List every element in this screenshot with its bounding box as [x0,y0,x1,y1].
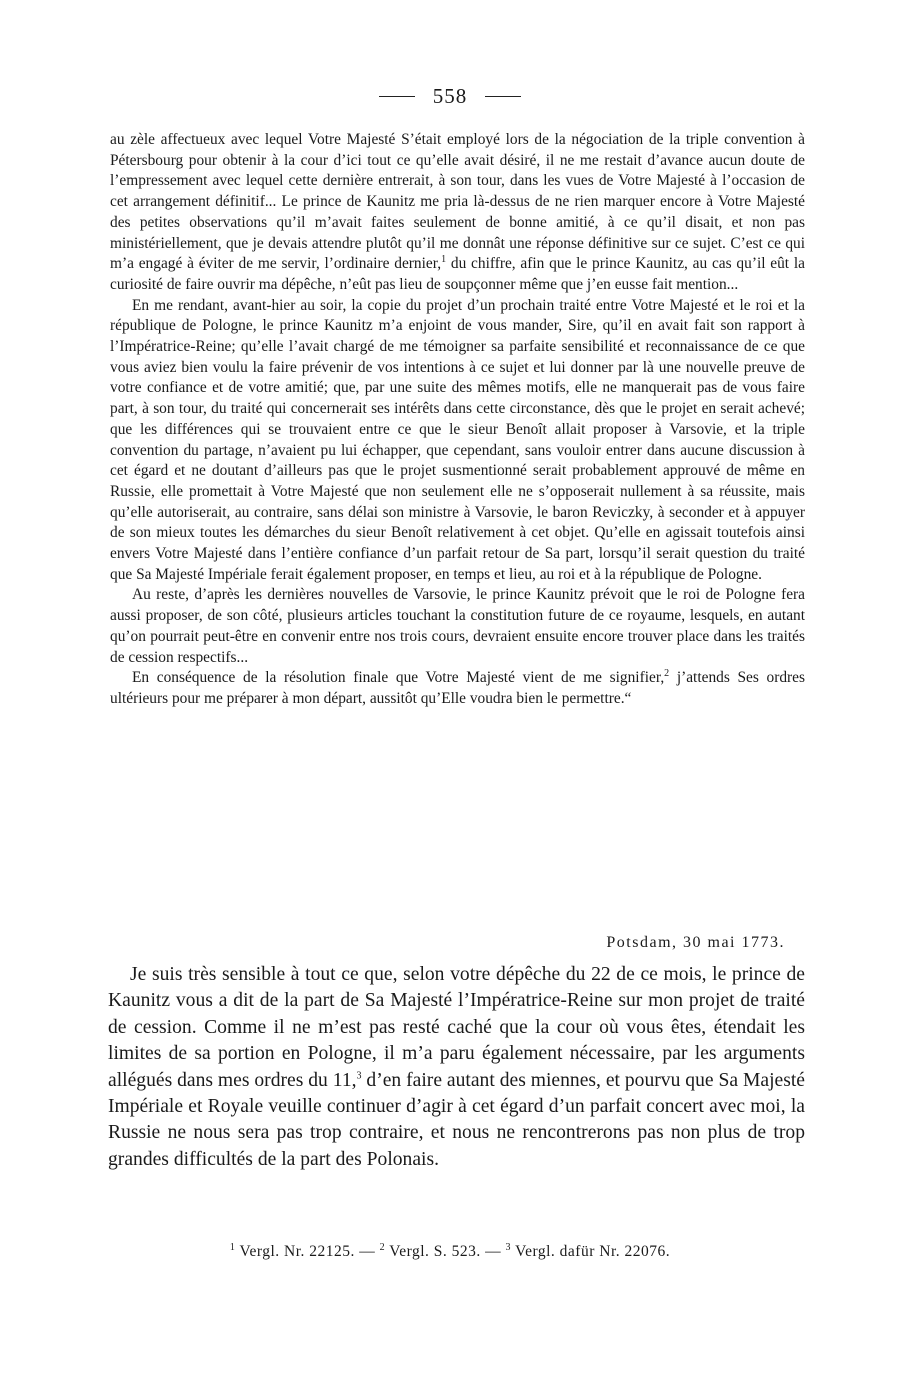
letter-text [110,130,805,710]
footnote-2: $^2$ Vergl. S. 523. — [379,1241,506,1260]
reply-paragraph: Je suis très sensible à tout ce que, selon votre dépêche du 22 de ce mois, le prince de Kaunitz vous a dit de la part de Sa Majesté l’Impératrice-Reine sur mon projet de traité de cession. Comme il ne m’est pas resté caché que la cour où vous êtes, étendait les limites de sa portion en Pologne, il m’a paru également nécessaire, par les arguments allégués dans mes ordres du 11,$^3$ d’en faire autant des miennes, et pourvu que Sa Majesté Impériale et Royale veuille continuer d’agir à cet égard d’un parfait concert avec moi, la Russie ne nous sera pas trop contraire, et nous ne rencontrerons pas non plus de trop grandes difficultés de la part des Polonais. [108,964,805,1170]
footnote-1: $^1$ Vergl. Nr. 22125. — [229,1241,380,1260]
page-number: 558 [432,84,468,108]
footnote-ref-2: 2 [664,668,670,680]
dateline: Potsdam, 30 mai 1773. [606,934,785,951]
letter-paragraph-2: En me rendant, avant-hier au soir, la copie du projet d’un prochain traité entre Votre Majesté et le roi et la république de Pologne, le prince Kaunitz m’a enjoint de vous mander, Sire, qu’il en avait fait son rapport à l’Impératrice-Reine; qu’elle l’avait chargé de me témoigner sa parfaite sensibilité et reconnaissance de ce que vous aviez bien voulu la faire prévenir de vos intentions à ce sujet et lui donner par là une nouvelle preuve de votre confiance et de votre amitié; que, par une suite des mêmes motifs, elle ne manquerait pas de vous faire part, à son tour, du traité qui concernerait ses intérêts dans cette circonstance, dès que le projet en serait achevé; que les différences qui se trouvaient entre ce que le sieur Benoît allait proposer à Varsovie, et la triple convention du partage, n’avaient pu lui échapper, que cependant, sans vouloir entrer dans aucune discussion à cet égard et ne doutant d’ailleurs pas que le projet susmentionné serait probablement approuvé de même en Russie, elle promettait à Votre Majesté que non seulement elle ne s’opposerait nullement à sa réussite, mais qu’elle autoriserait, au contraire, sans délai son ministre à Varsovie, le baron Reviczky, à seconder et à appuyer de son mieux toutes les démarches du sieur Benoît relativement à cet objet. Qu’elle en agissait toutefois ainsi envers Votre Majesté dans l’entière confiance d’un parfait retour de Sa part, lorsqu’il serait question du traité que Sa Majesté Impériale ferait également proposer, en temps et lieu, au roi et à la république de Pologne. [110,296,805,583]
letter-paragraph-3: Au reste, d’après les dernières nouvelles de Varsovie, le prince Kaunitz prévoit que le roi de Pologne fera aussi proposer, de son côté, plusieurs articles touchant la constitution future de ce royaume, lesquels, en autant qu’on pourrait peut-être en convenir entre nos trois cours, devraient ensuite encore trouver place dans les traités de cession respectifs... [110,586,805,666]
footnote-3: $^3$ Vergl. dafür Nr. 22076. [505,1241,671,1260]
reply-text [108,962,805,1173]
header-rule-right [485,96,521,97]
footnotes [0,1243,900,1261]
header-rule-left [379,96,415,97]
letter-paragraph-1: au zèle affectueux avec lequel Votre Majesté S’était employé lors de la négociation de la triple convention à Pétersbourg pour obtenir à la cour d’ici tout ce qu’elle avait désiré, il ne me restait d’avance aucun doute de l’empressement avec lequel cette dernière entrerait, à son tour, dans les vues de Votre Majesté à l’occasion de cet arrangement définitif... Le prince de Kaunitz me pria là-dessus de ne rien marquer encore à Votre Majesté des petites observations qu’il m’avait faites seulement de bonne amitié, à ce qu’il disait, et non pas ministériellement, que je devais attendre plutôt qu’il me donnât une réponse définitive sur ce sujet. C’est ce qui m’a engagé à éviter de me servir, l’ordinaire dernier,$^1$ du chiffre, afin que le prince Kaunitz, au cas qu’il eût la curiosité de faire ouvrir ma dépêche, n’eût pas lieu de soupçonner même que j’en eusse fait mention... [110,131,805,293]
page-header [0,84,900,109]
letter-paragraph-4: En conséquence de la résolution finale que Votre Majesté vient de me signifier,$^2$ j’attends Ses ordres ultérieurs pour me préparer à mon départ, aussitôt qu’Elle voudra bien le permettre.“ [110,668,805,707]
footnote-ref-3: 3 [356,1070,362,1082]
footnote-ref-1: 1 [441,254,447,266]
